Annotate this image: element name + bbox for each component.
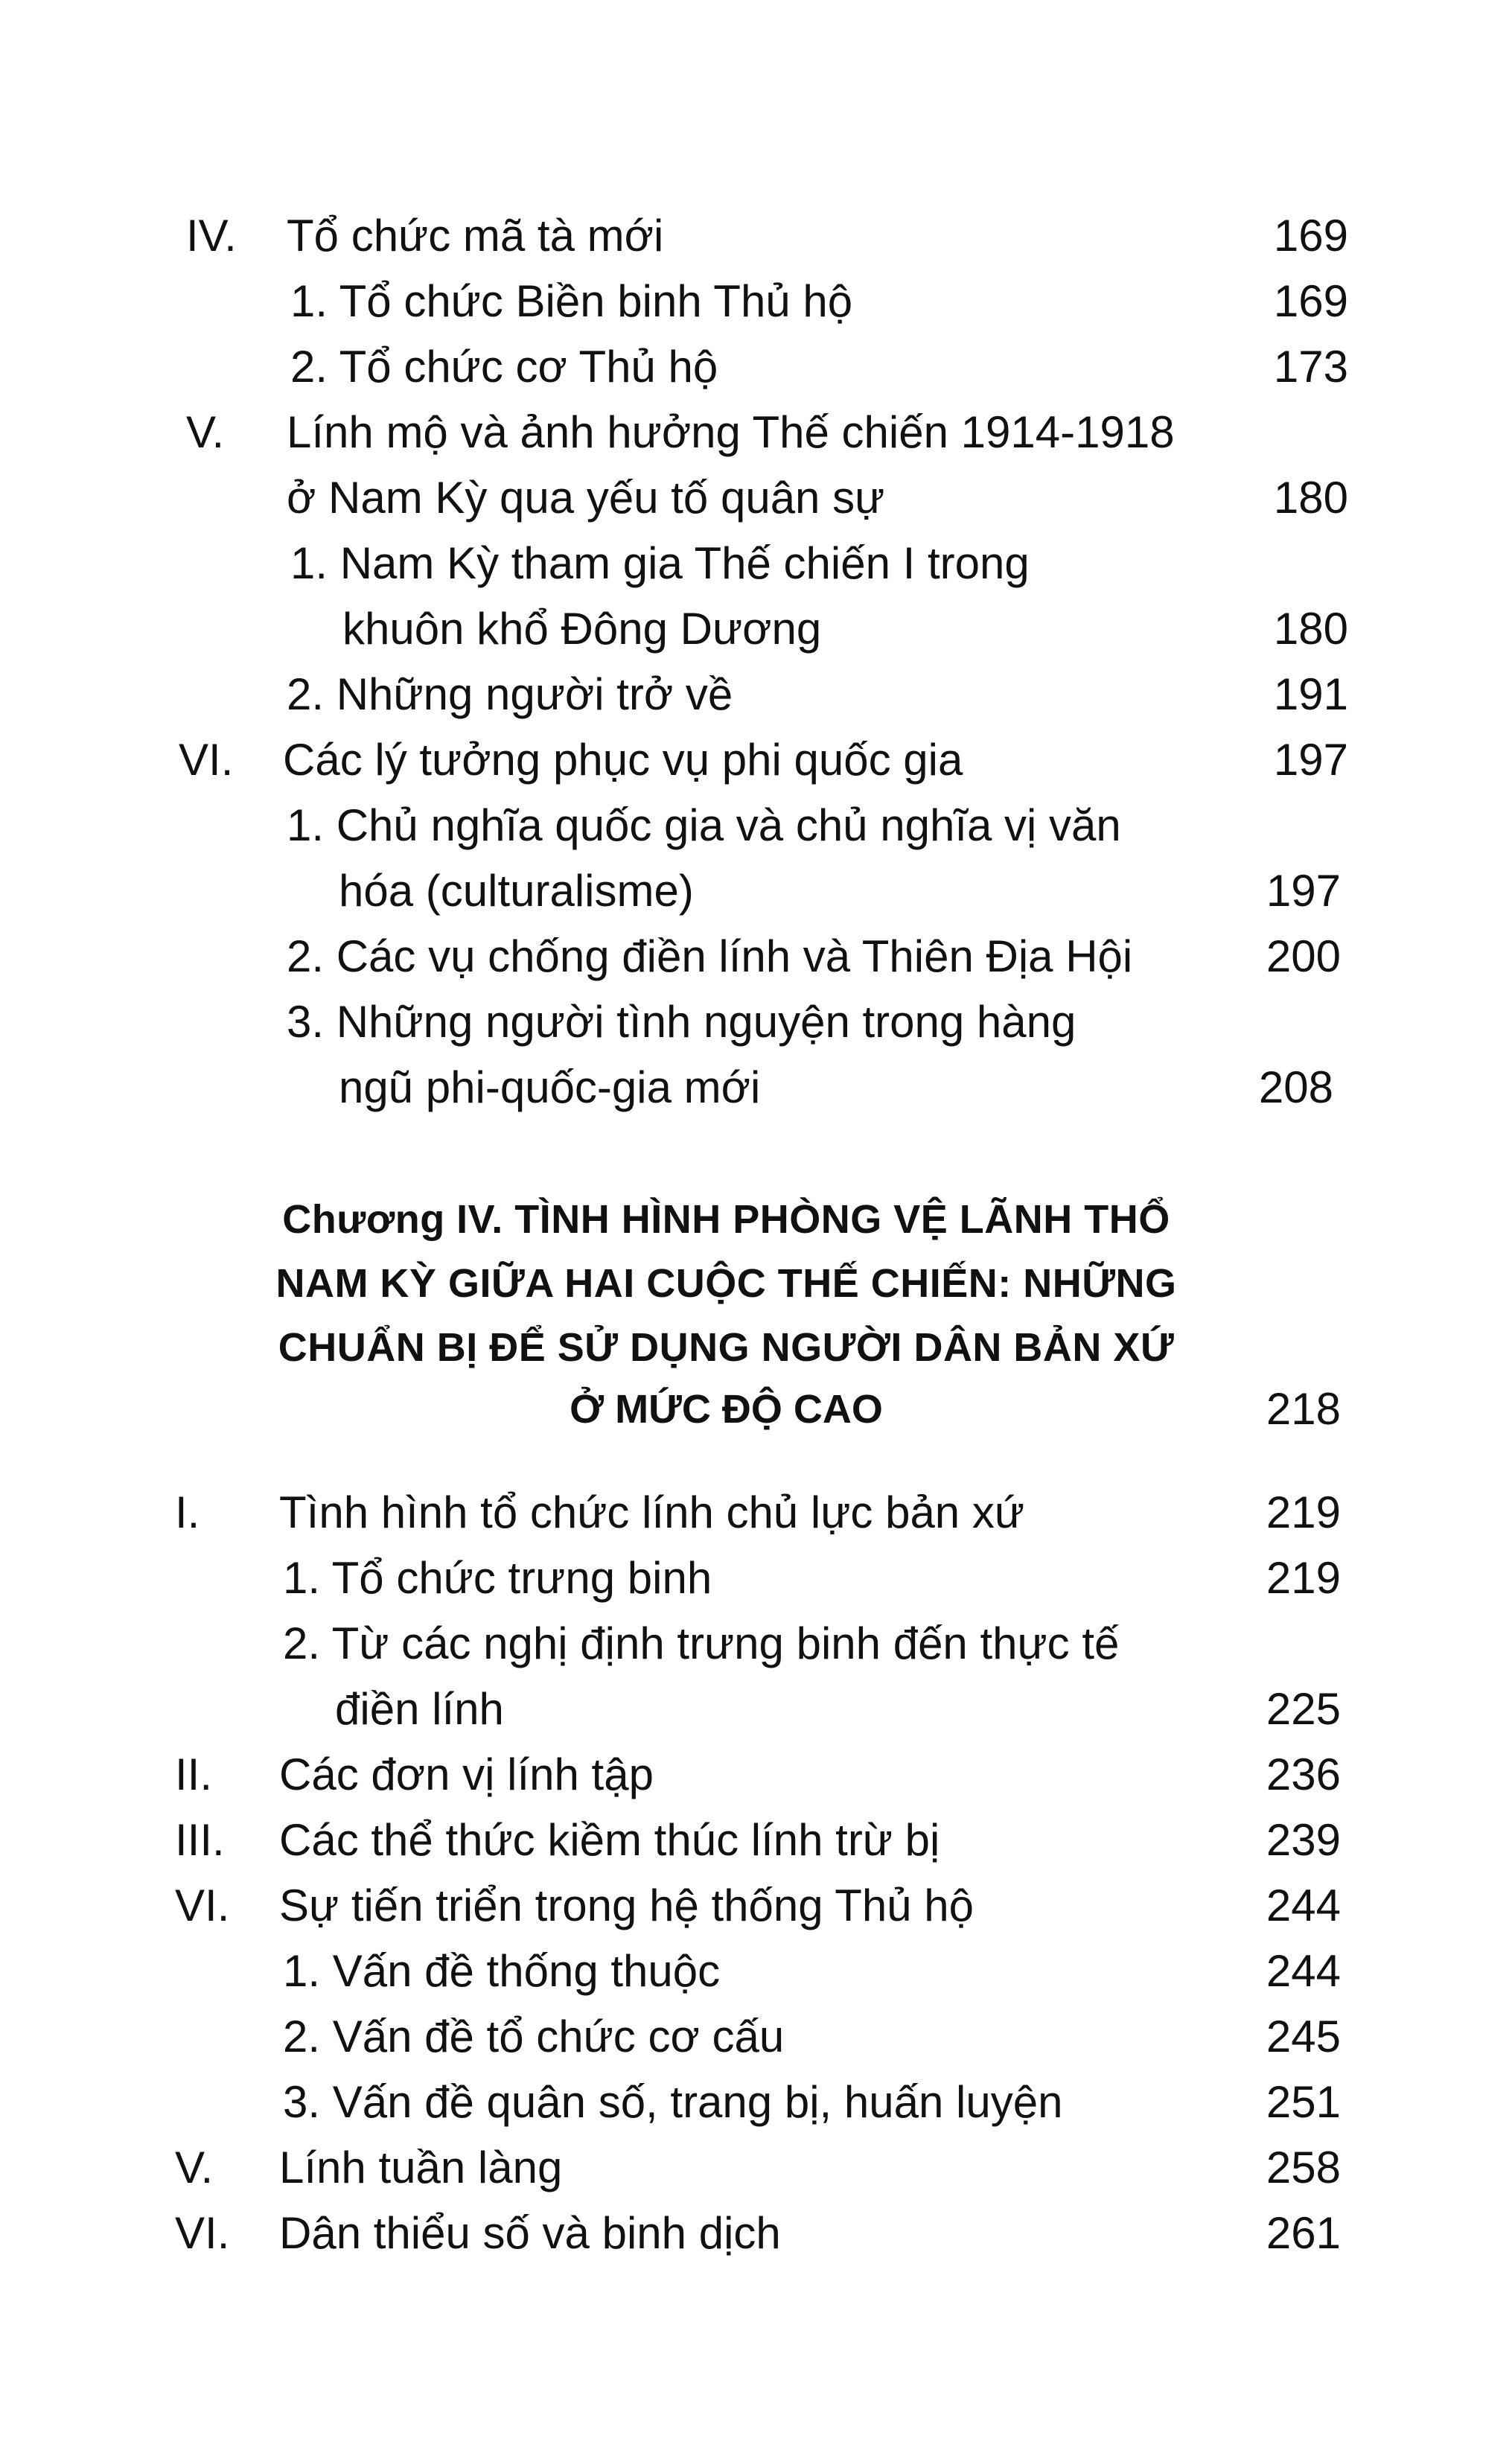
entry-title: 2. Những người trở về (287, 669, 733, 719)
entry-page: 208 (1258, 1062, 1333, 1112)
entry-title: 1. Chủ nghĩa quốc gia và chủ nghĩa vị văn (287, 800, 1121, 850)
entry-number: IV. (186, 211, 237, 261)
entry-page: 236 (1266, 1749, 1341, 1799)
chapter-heading-text: Chương IV. TÌNH HÌNH PHÒNG VỆ LÃNH THỔ (282, 1197, 1170, 1242)
entry-page: 173 (1273, 342, 1348, 392)
toc-entry (0, 2200, 1512, 2267)
toc-entry (0, 596, 1512, 663)
toc-entry (0, 334, 1512, 401)
toc-entry (0, 465, 1512, 532)
entry-page: 197 (1273, 735, 1348, 785)
toc-entry (0, 1807, 1512, 1874)
entry-title: Tổ chức mã tà mới (287, 211, 664, 261)
entry-title: Sự tiến triển trong hệ thống Thủ hộ (279, 1881, 974, 1930)
toc-entry (0, 858, 1512, 925)
entry-title: Lính mộ và ảnh hưởng Thế chiến 1914-1918 (287, 407, 1175, 457)
entry-number: VI. (179, 735, 234, 785)
entry-title: điền lính (335, 1684, 504, 1734)
entry-number: II. (175, 1749, 213, 1799)
entry-page: 200 (1266, 931, 1341, 981)
entry-title: Dân thiểu số và binh dịch (279, 2208, 781, 2258)
entry-title: hóa (culturalisme) (339, 866, 694, 916)
entry-page: 219 (1266, 1487, 1341, 1537)
entry-number: I. (175, 1487, 200, 1537)
toc-entry (0, 202, 1512, 269)
toc-entry (0, 1938, 1512, 2005)
entry-page: 225 (1266, 1684, 1341, 1734)
entry-title: 3. Những người tình nguyện trong hàng (287, 997, 1076, 1047)
toc-entry (0, 1741, 1512, 1808)
toc-entry (0, 399, 1512, 466)
entry-page: 180 (1273, 473, 1348, 523)
entry-title: Các thể thức kiềm thúc lính trừ bị (279, 1815, 940, 1865)
toc-entry (0, 792, 1512, 859)
entry-page: 191 (1273, 669, 1348, 719)
entry-title: 1. Tổ chức Biền binh Thủ hộ (290, 276, 853, 326)
toc-entry (0, 1610, 1512, 1677)
entry-page: 169 (1273, 276, 1348, 326)
entry-page: 244 (1266, 1881, 1341, 1930)
toc-entry (0, 989, 1512, 1056)
entry-title: 3. Vấn đề quân số, trang bị, huấn luyện (283, 2077, 1063, 2127)
entry-number: V. (175, 2143, 214, 2192)
entry-page: 258 (1266, 2143, 1341, 2192)
toc-entry (0, 661, 1512, 728)
entry-page: 239 (1266, 1815, 1341, 1865)
chapter-page: 218 (1266, 1384, 1341, 1434)
entry-page: 245 (1266, 2012, 1341, 2061)
entry-page: 244 (1266, 1946, 1341, 1996)
entry-page: 251 (1266, 2077, 1341, 2127)
entry-number: VI. (175, 2208, 230, 2258)
entry-page: 180 (1273, 604, 1348, 654)
toc-entry (0, 2134, 1512, 2201)
entry-title: 1. Tổ chức trưng binh (283, 1553, 712, 1603)
entry-page: 169 (1273, 211, 1348, 261)
toc-entry (0, 1676, 1512, 1743)
toc-entry (0, 1479, 1512, 1546)
entry-title: 2. Vấn đề tổ chức cơ cấu (283, 2012, 785, 2061)
entry-title: Các lý tưởng phục vụ phi quốc gia (283, 735, 963, 785)
entry-title: 2. Từ các nghị định trưng binh đến thực tế (283, 1618, 1120, 1668)
toc-entry (0, 2069, 1512, 2136)
toc-entry (0, 2003, 1512, 2070)
toc-entry (0, 923, 1512, 990)
entry-title: 2. Các vụ chống điền lính và Thiên Địa Hội (287, 931, 1133, 981)
chapter-heading-line (0, 1376, 1512, 1443)
toc-entry (0, 1054, 1512, 1121)
entry-page: 197 (1266, 866, 1341, 916)
chapter-heading-text: CHUẨN BỊ ĐỂ SỬ DỤNG NGƯỜI DÂN BẢN XỨ (278, 1325, 1175, 1370)
entry-title: 1. Nam Kỳ tham gia Thế chiến I trong (290, 538, 1030, 588)
entry-title: ngũ phi-quốc-gia mới (339, 1062, 761, 1112)
toc-entry (0, 530, 1512, 597)
entry-title: 2. Tổ chức cơ Thủ hộ (290, 342, 718, 392)
entry-number: VI. (175, 1881, 230, 1930)
entry-title: ở Nam Kỳ qua yếu tố quân sự (287, 473, 885, 523)
entry-title: Tình hình tổ chức lính chủ lực bản xứ (279, 1487, 1025, 1537)
entry-title: khuôn khổ Đông Dương (342, 604, 822, 654)
toc-entry (0, 1872, 1512, 1939)
toc-entry (0, 268, 1512, 335)
toc-entry (0, 1545, 1512, 1612)
chapter-heading-text: NAM KỲ GIỮA HAI CUỘC THẾ CHIẾN: NHỮNG (275, 1261, 1177, 1306)
chapter-heading-text: Ở MỨC ĐỘ CAO (570, 1387, 883, 1432)
entry-title: Lính tuần làng (279, 2143, 563, 2192)
entry-number: III. (175, 1815, 225, 1865)
entry-title: Các đơn vị lính tập (279, 1749, 654, 1799)
toc-entry (0, 727, 1512, 794)
entry-page: 261 (1266, 2208, 1341, 2258)
entry-page: 219 (1266, 1553, 1341, 1603)
entry-title: 1. Vấn đề thống thuộc (283, 1946, 721, 1996)
entry-number: V. (186, 407, 225, 457)
